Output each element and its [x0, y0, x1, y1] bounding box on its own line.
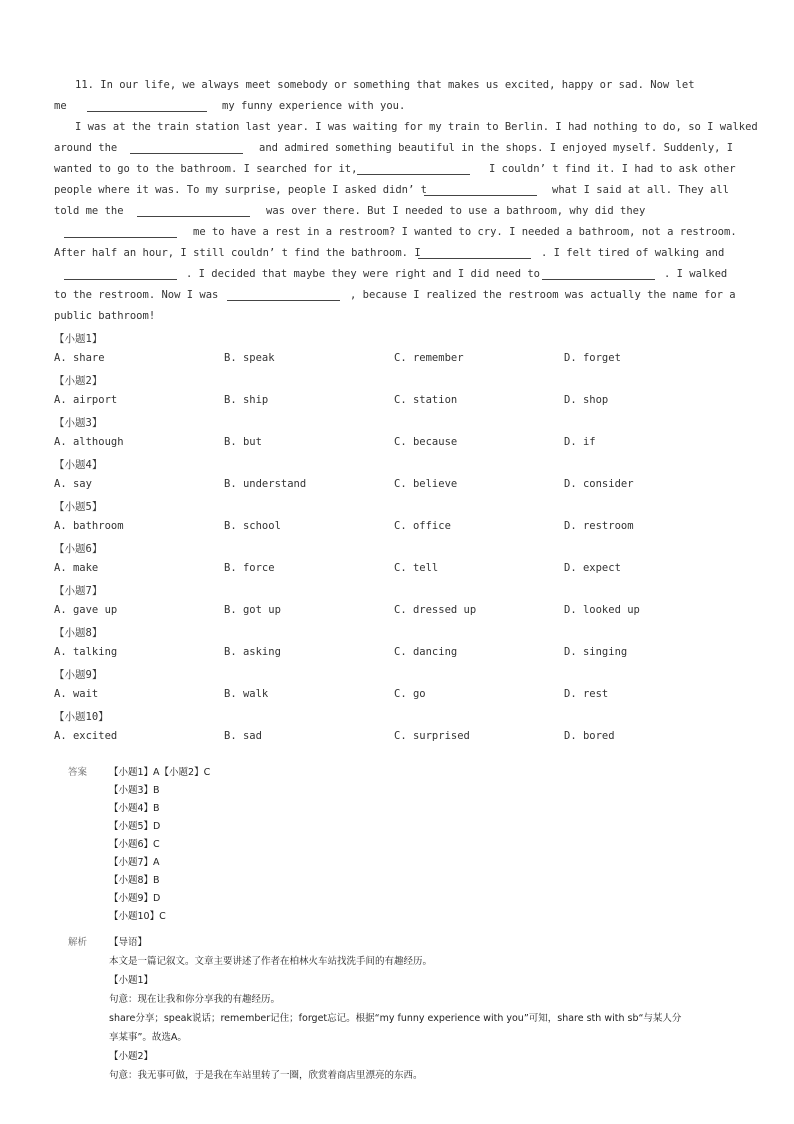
answer-line: 【小题4】B: [109, 803, 160, 814]
option-d[interactable]: D. bored: [564, 730, 615, 742]
option-b[interactable]: B. but: [224, 436, 262, 448]
option-a[interactable]: A. bathroom: [54, 520, 124, 532]
option-c[interactable]: C. station: [394, 394, 458, 406]
analysis-line: 句意：现在让我和你分享我的有趣经历。: [109, 994, 281, 1005]
blank-9[interactable]: [542, 270, 655, 280]
option-c[interactable]: C. tell: [394, 562, 439, 574]
option-b[interactable]: B. walk: [224, 688, 269, 700]
analysis-line: 【小题2】: [109, 1051, 154, 1062]
answer-line: 【小题5】D: [109, 821, 161, 832]
passage-line: told me the: [54, 205, 124, 217]
question-label: 【小题1】: [54, 333, 103, 345]
answer-line: 【小题1】A【小题2】C: [109, 767, 211, 778]
passage-line: people where it was. To my surprise, people I asked didn’ t: [54, 184, 427, 196]
option-b[interactable]: B. understand: [224, 478, 307, 490]
passage-line: . I felt tired of walking and: [541, 247, 725, 259]
option-a[interactable]: A. although: [54, 436, 124, 448]
option-d[interactable]: D. looked up: [564, 604, 640, 616]
blank-5[interactable]: [137, 207, 250, 217]
answer-line: 【小题7】A: [109, 857, 160, 868]
blank-2[interactable]: [130, 144, 243, 154]
blank-1[interactable]: [87, 102, 207, 112]
passage-line: and admired something beautiful in the shops. I enjoyed myself. Suddenly, I: [259, 142, 734, 154]
analysis-line: 句意：我无事可做，于是我在车站里转了一圈，欣赏着商店里漂亮的东西。: [109, 1070, 423, 1081]
passage-line: wanted to go to the bathroom. I searched for it,: [54, 163, 358, 175]
analysis-label: 解析: [68, 937, 88, 948]
question-label: 【小题5】: [54, 501, 103, 513]
option-d[interactable]: D. consider: [564, 478, 634, 490]
option-d[interactable]: D. expect: [564, 562, 621, 574]
passage-line: After half an hour, I still couldn’ t find the bathroom. I: [54, 247, 421, 259]
answer-line: 【小题8】B: [109, 875, 160, 886]
passage-line: I was at the train station last year. I was waiting for my train to Berlin. I had nothing to do, so I walked: [75, 121, 758, 133]
analysis-line: share分享；speak说话；remember记住；forget忘记。根据“my funny experience with you”可知，share sth with sb“与某人分: [109, 1013, 682, 1024]
option-d[interactable]: D. rest: [564, 688, 609, 700]
question-label: 【小题10】: [54, 711, 109, 723]
passage-line: . I decided that maybe they were right and I did need to: [186, 268, 541, 280]
option-b[interactable]: B. force: [224, 562, 275, 574]
option-a[interactable]: A. excited: [54, 730, 118, 742]
option-d[interactable]: D. forget: [564, 352, 621, 364]
option-c[interactable]: C. believe: [394, 478, 458, 490]
question-label: 【小题8】: [54, 627, 103, 639]
option-a[interactable]: A. say: [54, 478, 92, 490]
option-a[interactable]: A. make: [54, 562, 99, 574]
answer-line: 【小题6】C: [109, 839, 160, 850]
analysis-line: 【导语】: [109, 937, 148, 948]
passage-line: what I said at all. They all: [552, 184, 730, 196]
passage-line: . I walked: [664, 268, 728, 280]
answer-line: 【小题9】D: [109, 893, 161, 904]
option-c[interactable]: C. dancing: [394, 646, 458, 658]
option-b[interactable]: B. speak: [224, 352, 275, 364]
option-b[interactable]: B. school: [224, 520, 281, 532]
question-label: 【小题4】: [54, 459, 103, 471]
option-c[interactable]: C. because: [394, 436, 458, 448]
question-label: 【小题7】: [54, 585, 103, 597]
option-d[interactable]: D. restroom: [564, 520, 634, 532]
passage-line: was over there. But I needed to use a bathroom, why did they: [266, 205, 646, 217]
option-c[interactable]: C. remember: [394, 352, 464, 364]
passage-line: me to have a rest in a restroom? I wanted to cry. I needed a bathroom, not a restroom.: [193, 226, 737, 238]
analysis-line: 本文是一篇记叙文。文章主要讲述了作者在柏林火车站找洗手间的有趣经历。: [109, 956, 433, 967]
option-b[interactable]: B. asking: [224, 646, 281, 658]
passage-line: my funny experience with you.: [222, 100, 406, 112]
option-c[interactable]: C. surprised: [394, 730, 470, 742]
blank-6[interactable]: [64, 228, 177, 238]
option-c[interactable]: C. office: [394, 520, 451, 532]
blank-10[interactable]: [227, 291, 340, 301]
answer-label: 答案: [68, 767, 88, 778]
blank-7[interactable]: [418, 249, 531, 259]
option-b[interactable]: B. ship: [224, 394, 269, 406]
blank-8[interactable]: [64, 270, 177, 280]
question-label: 【小题2】: [54, 375, 103, 387]
option-a[interactable]: A. gave up: [54, 604, 118, 616]
answer-line: 【小题3】B: [109, 785, 160, 796]
blank-3[interactable]: [357, 165, 470, 175]
option-a[interactable]: A. wait: [54, 688, 99, 700]
option-d[interactable]: D. shop: [564, 394, 609, 406]
option-d[interactable]: D. if: [564, 436, 596, 448]
option-b[interactable]: B. sad: [224, 730, 262, 742]
option-a[interactable]: A. talking: [54, 646, 118, 658]
passage-line: 11. In our life, we always meet somebody or something that makes us excited, happy or sad. Now let: [75, 79, 695, 91]
answer-line: 【小题10】C: [109, 911, 166, 922]
option-c[interactable]: C. go: [394, 688, 426, 700]
passage-line: , because I realized the restroom was actually the name for a: [350, 289, 736, 301]
passage-line: I couldn’ t find it. I had to ask other: [489, 163, 736, 175]
question-label: 【小题3】: [54, 417, 103, 429]
blank-4[interactable]: [424, 186, 537, 196]
passage-line: around the: [54, 142, 118, 154]
passage-line: me: [54, 100, 67, 112]
option-a[interactable]: A. airport: [54, 394, 118, 406]
analysis-line: 享某事”。故选A。: [109, 1032, 187, 1043]
passage-line: to the restroom. Now I was: [54, 289, 219, 301]
passage-line: public bathroom!: [54, 310, 156, 322]
question-label: 【小题6】: [54, 543, 103, 555]
option-c[interactable]: C. dressed up: [394, 604, 477, 616]
option-a[interactable]: A. share: [54, 352, 105, 364]
option-d[interactable]: D. singing: [564, 646, 628, 658]
question-label: 【小题9】: [54, 669, 103, 681]
analysis-line: 【小题1】: [109, 975, 154, 986]
option-b[interactable]: B. got up: [224, 604, 281, 616]
